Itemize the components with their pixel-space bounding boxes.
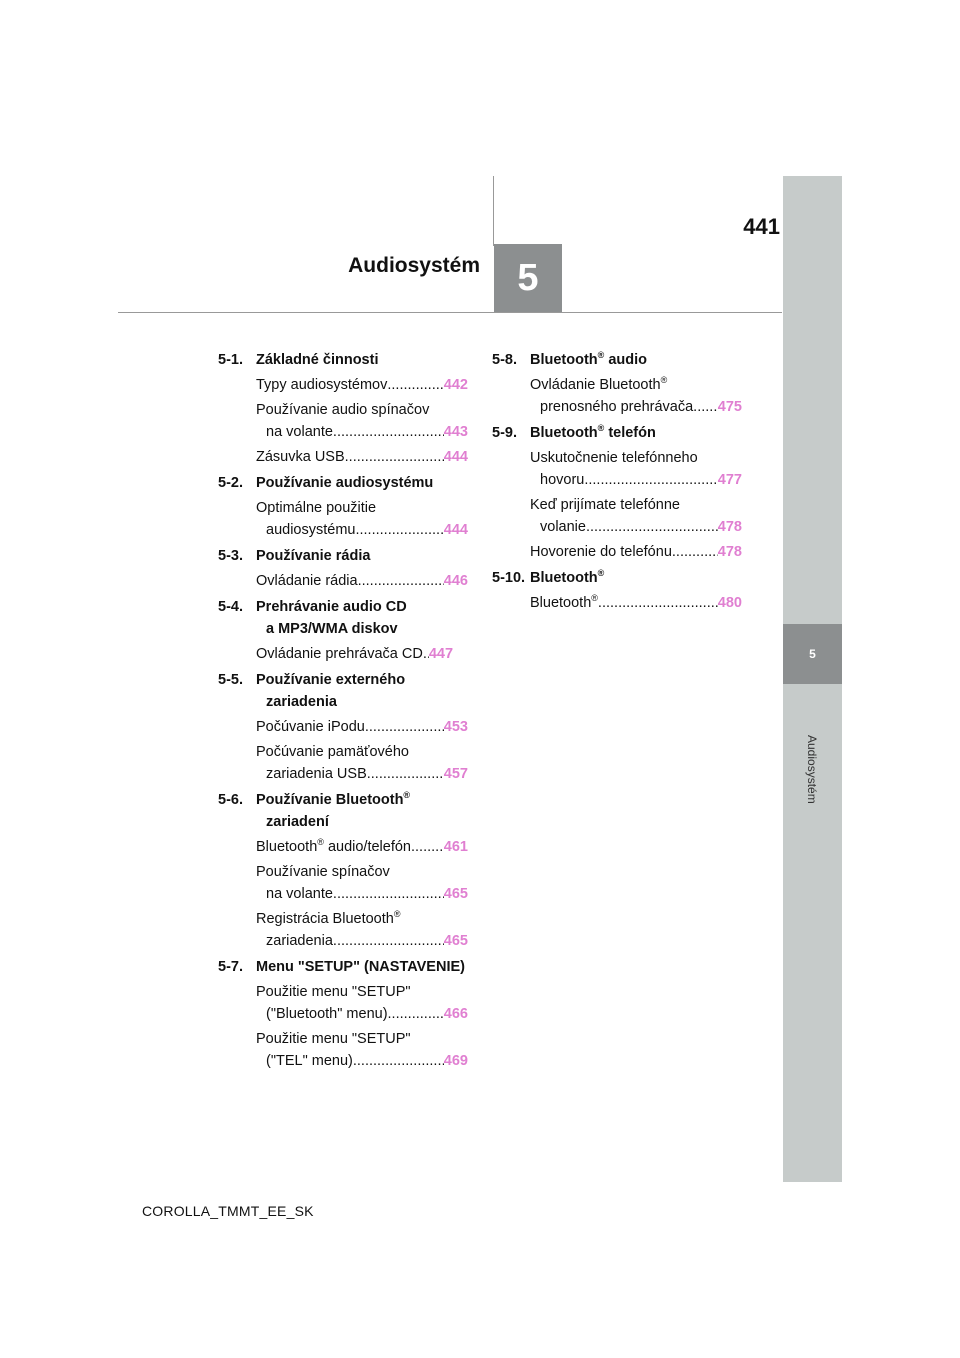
- page-link: 442: [443, 377, 468, 393]
- page-link: 478: [717, 519, 742, 535]
- toc-entry[interactable]: Uskutočnenie telefónneho hovoru ..... 477: [492, 447, 742, 491]
- header-rule: [118, 312, 782, 313]
- header-vertical-rule: [493, 176, 494, 246]
- page-number: 441: [743, 214, 780, 239]
- toc-section[interactable]: 5-2. Používanie audiosystému: [218, 475, 434, 491]
- toc-entry[interactable]: Optimálne použitie audiosystému ..... 444: [218, 497, 468, 541]
- toc-section[interactable]: 5-4. Prehrávanie audio CD a MP3/WMA diskov: [218, 599, 407, 637]
- toc-entry[interactable]: Keď prijímate telefónne volanie ..... 478: [492, 494, 742, 538]
- page-link: 453: [443, 719, 468, 735]
- toc-entry[interactable]: Použitie menu "SETUP" ("TEL" menu) ..... 469: [218, 1028, 468, 1072]
- page-link: 461: [443, 839, 468, 855]
- side-chapter-label: Audiosystém: [805, 735, 819, 804]
- toc-entry[interactable]: Počúvanie iPodu ..... 453: [218, 716, 468, 738]
- toc-section[interactable]: 5-1. Základné činnosti: [218, 352, 379, 368]
- toc-section[interactable]: 5-9. Bluetooth® telefón: [492, 423, 656, 441]
- page-link: 465: [443, 933, 468, 949]
- page-link: 478: [717, 544, 742, 560]
- toc-section[interactable]: 5-8. Bluetooth® audio: [492, 350, 647, 368]
- toc-column-right: [492, 345, 742, 614]
- page-link: 446: [443, 573, 468, 589]
- toc-entry[interactable]: Hovorenie do telefónu ..... 478: [492, 541, 742, 563]
- page-link: 465: [443, 886, 468, 902]
- toc-entry[interactable]: Použitie menu "SETUP" ("Bluetooth" menu) ..... 466: [218, 981, 468, 1025]
- toc-column-left: [218, 345, 468, 1072]
- page-link: 477: [717, 472, 742, 488]
- toc-entry[interactable]: Zásuvka USB ..... 444: [218, 446, 468, 468]
- toc-entry[interactable]: Ovládanie Bluetooth® prenosného prehrávača ..... 475: [492, 374, 742, 418]
- toc-entry[interactable]: Registrácia Bluetooth® zariadenia ..... 465: [218, 908, 468, 952]
- toc-section[interactable]: 5-3. Používanie rádia: [218, 548, 371, 564]
- toc-entry[interactable]: Bluetooth® ..... 480: [492, 592, 742, 614]
- page-link: 457: [443, 766, 468, 782]
- toc-entry[interactable]: Ovládanie rádia ..... 446: [218, 570, 468, 592]
- footer-code: COROLLA_TMMT_EE_SK: [142, 1203, 314, 1219]
- toc-entry[interactable]: Používanie audio spínačov na volante ..... 443: [218, 399, 468, 443]
- page-link: 469: [443, 1053, 468, 1069]
- toc-entry[interactable]: Ovládanie prehrávača CD ..... 447: [218, 643, 468, 665]
- page-link: 447: [428, 646, 454, 662]
- toc-entry[interactable]: Typy audiosystémov ..... 442: [218, 374, 468, 396]
- page-link: 444: [443, 522, 468, 538]
- chapter-title: Audiosystém: [348, 254, 480, 277]
- page-link: 466: [443, 1006, 468, 1022]
- page-link: 475: [717, 399, 742, 415]
- page-link: 443: [443, 424, 468, 440]
- chapter-number-box: 5: [494, 244, 562, 312]
- toc-section[interactable]: 5-5. Používanie externého zariadenia: [218, 672, 406, 710]
- toc-entry[interactable]: Počúvanie pamäťového zariadenia USB ..... 457: [218, 741, 468, 785]
- side-chapter-tab[interactable]: 5: [783, 624, 842, 684]
- toc-entry[interactable]: Používanie spínačov na volante ..... 465: [218, 861, 468, 905]
- page-link: 444: [443, 449, 468, 465]
- toc-section[interactable]: 5-7. Menu "SETUP" (NASTAVENIE): [218, 959, 465, 975]
- toc-entry[interactable]: Bluetooth® audio/telefón ..... 461: [218, 836, 468, 858]
- page-link: 480: [717, 595, 742, 611]
- toc-section[interactable]: 5-6. Používanie Bluetooth® zariadení: [218, 790, 411, 830]
- toc-section[interactable]: 5-10. Bluetooth®: [492, 568, 605, 586]
